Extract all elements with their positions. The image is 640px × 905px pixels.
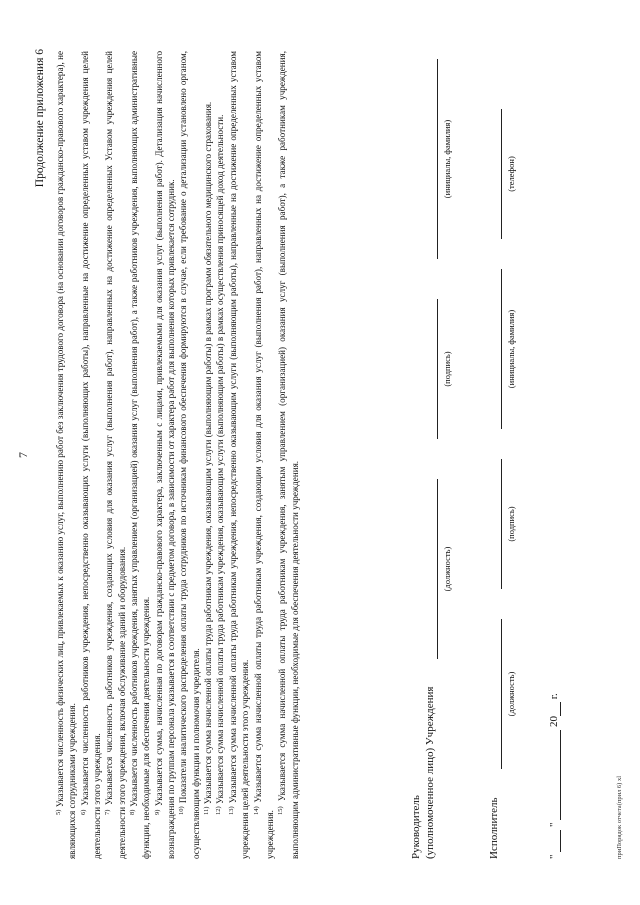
footnote: $^{12)}$ Указывается сумма начисленной оплаты труда работникам учреждения, оказывающим услуги (выполняющим работы) в рамках осуществления приносящей доход деятельности. bbox=[215, 114, 226, 815]
head-label-line1: Руководитель bbox=[410, 795, 422, 859]
footnote: $^{11)}$ Указывается сумма начисленной оплаты труда работникам учреждения, оказывающим услуги (выполняющим работы) в рамках программ обязательного медицинского страхования. bbox=[203, 101, 214, 815]
continuation-header: Продолжение приложения 6 bbox=[34, 49, 46, 188]
footnote: $^{10)}$ Показатели аналитического распределения оплаты труда сотрудников по источникам финансового обеспечения формируются в случае, если требование о детализации установлено органом, осуществляющим функции и полномочия учредителя. bbox=[178, 51, 201, 859]
date-day-blank[interactable] bbox=[548, 830, 561, 852]
date-quote-open: " bbox=[548, 854, 560, 859]
footnotes bbox=[54, 51, 301, 859]
date-year-blank[interactable] bbox=[548, 702, 561, 716]
executor-name-line[interactable] bbox=[501, 269, 502, 429]
head-name-line[interactable] bbox=[437, 59, 438, 259]
footnote: $^{5)}$ Указывается численность физических лиц, привлекаемых к оказанию услуг, выполнению работ без заключения трудового договора (на основании договоров гражданско-правового характера), не являющихся сотрудниками учреждения. bbox=[55, 51, 78, 859]
date-year-prefix: 20 bbox=[548, 716, 560, 727]
date-line bbox=[548, 693, 561, 859]
head-position-line[interactable] bbox=[437, 479, 438, 659]
executor-signature-line[interactable] bbox=[501, 459, 502, 589]
executor-label: Исполнитель bbox=[488, 797, 500, 859]
footnote: $^{14)}$ Указывается сумма начисленной оплаты труда работникам учреждения, создающим условия для оказания услуг (выполнения работ), направленных на достижение определенных уставом учреждения. bbox=[252, 51, 275, 859]
executor-position-line[interactable] bbox=[501, 619, 502, 769]
document-page bbox=[10, 15, 630, 895]
head-signature-line[interactable] bbox=[437, 299, 438, 439]
footnote: $^{15)}$ Указывается сумма начисленной оплаты труда работникам учреждения, занятым управлением (организацией) оказания услуг (выполнения работ), а также работникам учреждения, выполняющим административные функции, необходимые для обеспечения деятельности учреждения. bbox=[277, 51, 300, 859]
head-position-caption: (должность) bbox=[442, 546, 452, 592]
executor-name-caption: (инициалы, фамилия) bbox=[506, 309, 516, 389]
date-quote-close: " bbox=[548, 822, 560, 827]
date-month-blank[interactable] bbox=[548, 730, 561, 820]
footnote: $^{6)}$ Указывается численность работников учреждения, непосредственно оказывающих услуги (выполняющих работы), направленные на достижение определенных уставом учреждения целей деятельности этого учреждения. bbox=[79, 51, 103, 859]
executor-signature-caption: (подпись) bbox=[506, 506, 516, 542]
head-name-caption: (инициалы, фамилия) bbox=[442, 119, 452, 199]
executor-position-caption: (должность) bbox=[506, 671, 516, 717]
file-footer: приПорядок отчета(прил 6) xl bbox=[616, 775, 623, 859]
footnote: $^{8)}$ Указывается численность работников учреждения, занятых управлением (организацией) оказания услуг (выполнения работ), а также работников учреждения, выполняющих административные функции, необходимые для обеспечения деятельности учреждения. bbox=[129, 50, 152, 859]
page-number: 7 bbox=[16, 452, 30, 458]
executor-phone-line[interactable] bbox=[501, 109, 502, 239]
footnote: $^{9)}$ Указывается сумма, начисленная по договорам гражданско-правового характера, заключенным с лицами, привлекаемыми для оказания услуг (выполнения работ). Детализация начисленного вознаграждения по группам персонала указывается в соответствии с предметом договора, в зависимости от характера работ для выполнения которых привлекается сотрудник. bbox=[153, 51, 177, 859]
executor-phone-caption: (телефон) bbox=[506, 156, 516, 192]
footnote: $^{7)}$ Указывается численность работников учреждения, создающих условия для оказания услуг (выполнения работ), направленных на достижение определенных Уставом учреждения целей деятельности этого учреждения, включая обслуживание зданий и оборудования. bbox=[104, 51, 127, 859]
head-label-line2: (уполномоченное лицо) Учреждения bbox=[424, 686, 436, 859]
date-year-suffix: г. bbox=[548, 693, 560, 700]
head-signature-caption: (подпись) bbox=[442, 351, 452, 387]
footnote: $^{13)}$ Указывается сумма начисленной оплаты труда работникам учреждения, непосредственно оказывающим услуги (выполняющим работы), направленные на достижение определенных уставом учреждения целей деятельности этого учреждения. bbox=[227, 51, 251, 859]
